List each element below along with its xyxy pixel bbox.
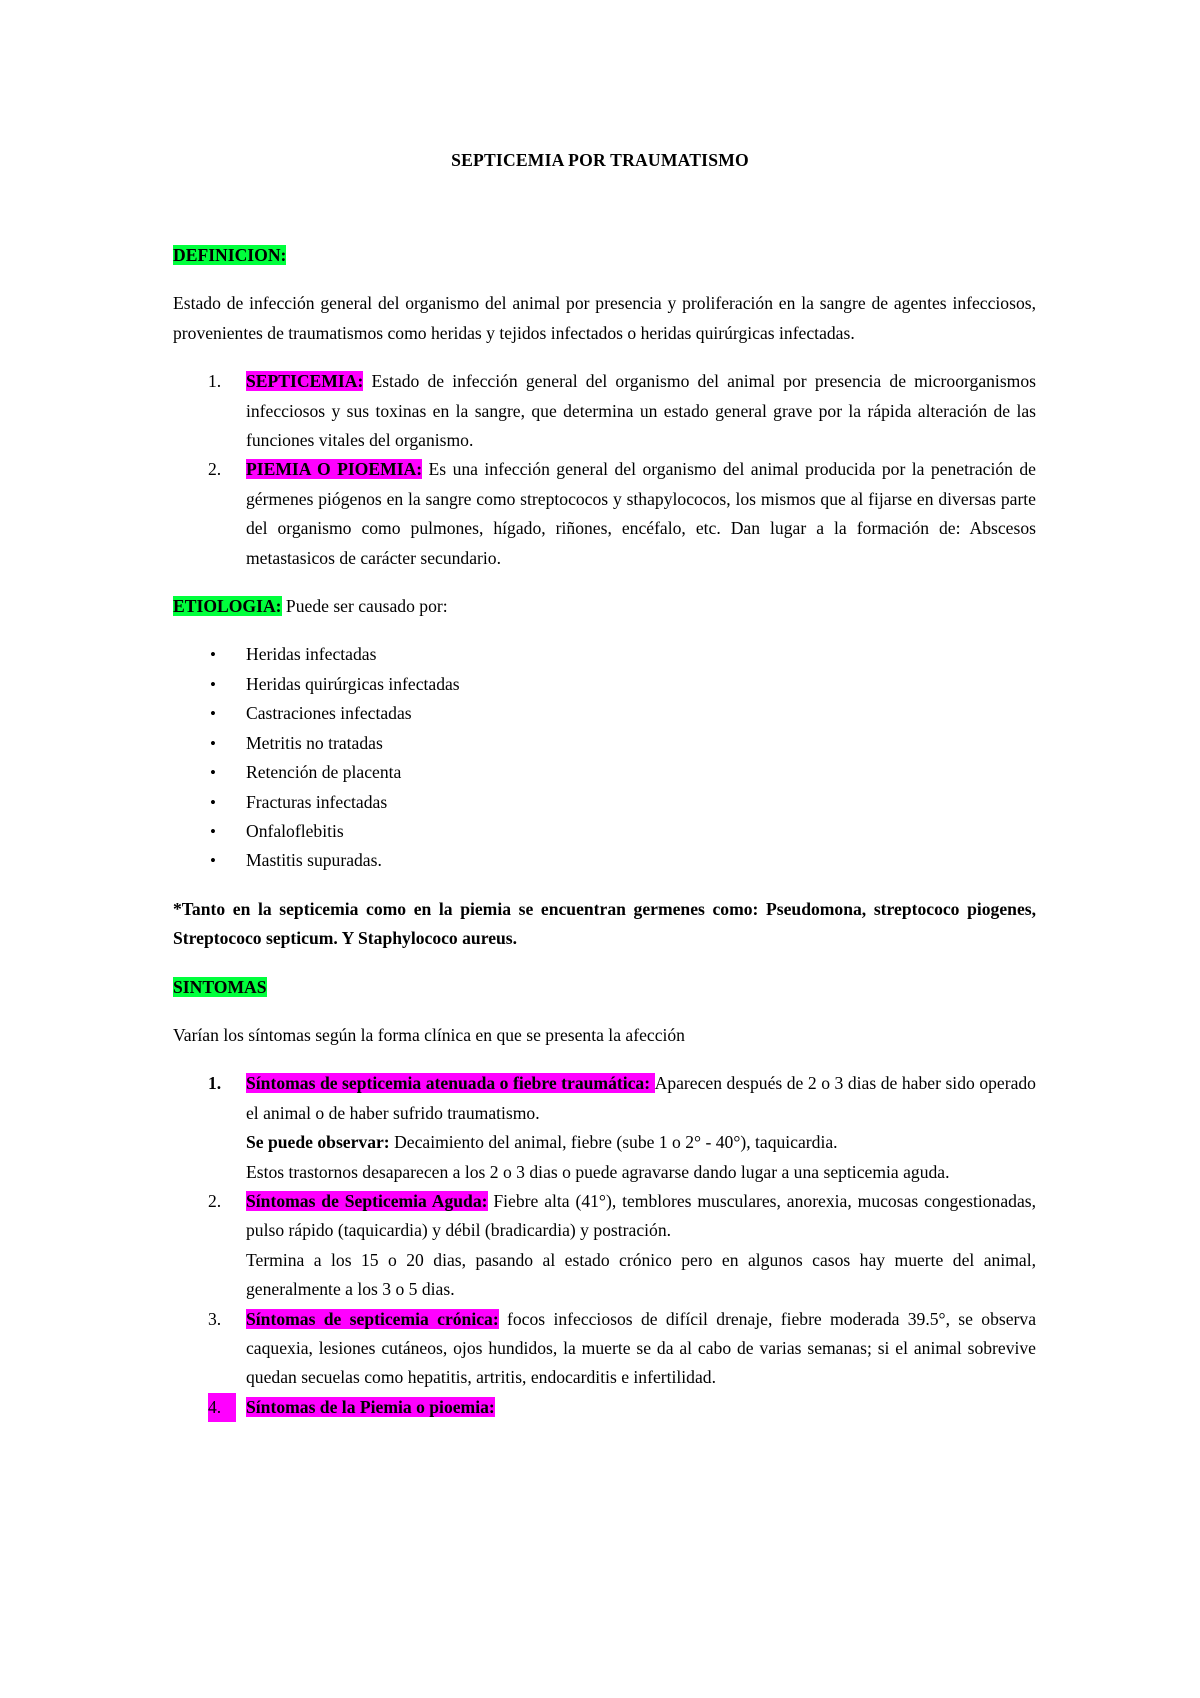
list-item (173, 367, 1036, 455)
septicemia-atenuada-extra: Estos trastornos desaparecen a los 2 o 3 dias o puede agravarse dando lugar a una septicemia aguda. (246, 1161, 950, 1182)
septicemia-cronica-text: focos infecciosos de difícil drenaje, fiebre moderada 39.5°, se observa caquexia, lesiones cutáneos, ojos hundidos, la muerte se da al cabo de varias semanas; si el animal sobrevive quedan secuelas como hepatitis, artritis, endocarditis e infertilidad. (246, 1308, 1036, 1388)
definicion-heading-line (173, 241, 1036, 270)
list-item-text: Fracturas infectadas (246, 791, 388, 812)
bullet-icon: • (210, 763, 216, 783)
septicemia-text: Estado de infección general del organismo del animal por presencia de microorganismos infecciosos y sus toxinas en la sangre, que determina un estado general grave por la rápida alteración de las funciones vitales del organismo. (246, 371, 1036, 451)
list-item-text: Onfaloflebitis (246, 820, 344, 841)
bullet-icon: • (210, 851, 216, 871)
list-item (173, 817, 1036, 846)
septicemia-aguda-text: Fiebre alta (41°), temblores musculares, anorexia, mucosas congestionadas, pulso rápido (taquicardia) y débil (bradicardia) y postración. (246, 1190, 1036, 1241)
sintomas-list (173, 1069, 1036, 1422)
etiologia-heading: ETIOLOGIA: (173, 596, 282, 617)
list-item (173, 729, 1036, 758)
definicion-heading: DEFINICION: (173, 245, 287, 265)
list-item (173, 1069, 1036, 1187)
list-number: 1. (208, 371, 222, 392)
bullet-icon: • (210, 821, 216, 841)
sintomas-heading: SINTOMAS (173, 976, 267, 997)
septicemia-atenuada-text: Aparecen después de 2 o 3 dias de haber sido operado el animal o de haber sufrido traumatismo. (246, 1073, 1036, 1123)
list-item (173, 640, 1036, 669)
list-item (173, 788, 1036, 817)
list-number: 2. (208, 1190, 222, 1211)
document-body (173, 241, 1036, 1422)
se-puede-observar-label: Se puede observar: (246, 1132, 390, 1153)
etiologia-line (173, 592, 1036, 621)
list-number: 4. (208, 1393, 236, 1422)
definicion-text: Estado de infección general del organismo del animal por presencia y proliferación en la sangre de agentes infecciosos, provenientes de traumatismos como heridas y tejidos infectados o heridas quirúrgicas infectadas. (173, 293, 1036, 343)
etiologia-list (173, 640, 1036, 875)
list-item-text: Metritis no tratadas (246, 732, 383, 753)
piemia-label: PIEMIA O PIOEMIA: (246, 459, 423, 480)
list-item-text: Castraciones infectadas (246, 703, 412, 724)
list-item-text: Heridas infectadas (246, 644, 377, 665)
list-number: 3. (208, 1308, 222, 1329)
list-number: 2. (208, 459, 222, 480)
sintomas-heading-line (173, 973, 1036, 1002)
list-item (173, 1187, 1036, 1305)
list-item (173, 758, 1036, 787)
etiologia-intro: Puede ser causado por: (281, 596, 448, 617)
list-item (173, 846, 1036, 875)
list-item (173, 1305, 1036, 1393)
list-item (173, 699, 1036, 728)
list-item-text: Mastitis supuradas. (246, 850, 382, 871)
septicemia-cronica-label: Síntomas de septicemia crónica: (246, 1308, 499, 1329)
piemia-text: Es una infección general del organismo del animal producida por la penetración de gérmenes piógenos en la sangre como streptococos y sthapylococos, los mismos que al fijarse en diversas parte del organismo como pulmones, hígado, riñones, encéfalo, etc. Dan lugar a la formación de: Abscesos metastasicos de carácter secundario. (246, 459, 1036, 568)
septicemia-atenuada-label: Síntomas de septicemia atenuada o fiebre traumática: (246, 1073, 655, 1094)
bullet-icon: • (210, 792, 216, 812)
septicemia-aguda-extra: Termina a los 15 o 20 dias, pasando al estado crónico pero en algunos casos hay muerte del animal, generalmente a los 3 o 5 dias. (246, 1249, 1036, 1300)
list-item-text: Retención de placenta (246, 762, 402, 783)
bullet-icon: • (210, 733, 216, 753)
list-item (173, 670, 1036, 699)
piemia-sintomas-label: Síntomas de la Piemia o pioemia: (246, 1396, 495, 1417)
se-puede-observar-text: Decaimiento del animal, fiebre (sube 1 o 2° - 40°), taquicardia. (389, 1132, 838, 1153)
list-item-text: Heridas quirúrgicas infectadas (246, 673, 460, 694)
septicemia-aguda-label: Síntomas de Septicemia Aguda: (246, 1190, 488, 1211)
septicemia-label: SEPTICEMIA: (246, 371, 364, 392)
germenes-note: *Tanto en la septicemia como en la piemia se encuentran germenes como: Pseudomona, streptococo piogenes, Streptococo septicum. Y Staphylococo aureus. (173, 898, 1036, 949)
sintomas-intro: Varían los síntomas según la forma clínica en que se presenta la afección (173, 1024, 685, 1045)
bullet-icon: • (210, 704, 216, 724)
definicion-list (173, 367, 1036, 573)
list-number: 1. (208, 1073, 222, 1094)
document-title: SEPTICEMIA POR TRAUMATISMO (451, 150, 749, 170)
bullet-icon: • (210, 674, 216, 694)
list-item (173, 1393, 1036, 1422)
list-item (173, 455, 1036, 573)
bullet-icon: • (210, 645, 216, 665)
